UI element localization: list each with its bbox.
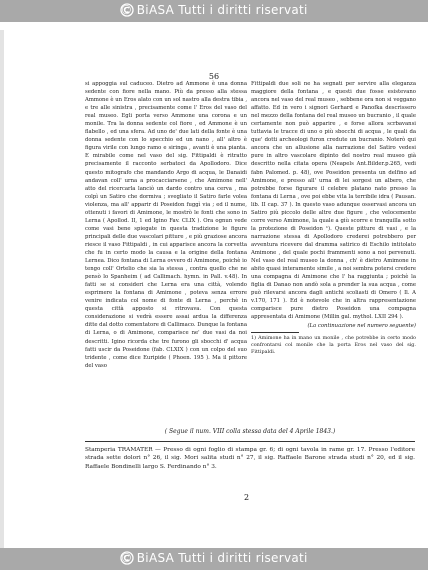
imprint-divider (85, 441, 415, 442)
footnote: 1) Amimone ha in mano un monile , che potrebbe in certo modo confrontarsi col monile che la porta Eros nel vaso del sig. Fittipaldi. (251, 335, 416, 356)
continued-notice: ( Segue il num. VIII colla stessa data del 4 Aprile 1843.) (164, 428, 336, 435)
watermark-text-top: © BiASA Tutti i diritti riservati (120, 3, 308, 17)
footnote-rule (251, 332, 299, 333)
right-column-body: Fittipaldi due soli ne ha segnati per servire alla eleganza maggiore della fontana , e questi due fosse esistevano ancora nel vaso del real museo , sebbene ora non si veggano affatto. Ed in vero i signori Gerhard e Panofka descrissero nel mezzo della fontana del real museo un bucranio , il quale certamente non può apparire , e forse allora scrbavansi tuttavia le tracce di uno o più sbocchi di acqua , le quali da que' dotti archeologi furon credute un bucranio. Noterò qui ancora che un allusione alla narrazione del Satiro vedesi pure in altro vascolare dipinto del nostro real museo già descritto nella citata opera (Neapels Ant.Bilder.p.265, vedi fabn Palomed. p. 48), ove Poseidon presenta un delfino ad Amimone, e presso all' urna di lei sorgesi un albero, che potrebbe forse figurare il celebre platano nato presso la fontana di Lerna , ove poi ebbe vita la terribile idra ( Pausan. lib. II cap. 37 ). In questo vaso adunque osservasi ancora un Satiro più piccolo delle altre due figure , che velocemente corre verso Amimone, la quale a giù scorre e tranquilla sotto la protezione di Poseidon ¹). Queste pitture di vasi , e la narrazione stessa di Apollodoro crederei potrebbero per avventura ricevere dal dramma satirico di Eschilo intitolato Amimone , del quale pochi frammenti sono a noi pervenuti. Nel vaso del real museo la donna , ch' è dietro Amimone in abito quasi interamente simile , a noi sembra potersi credere una compagna di Amimone che l' ha raggiunta ; poichè la figlia di Danao non andò sola a prender la sua acqua , come può rilevarsi ancora dagli antichi scoliasti di Omero ( Il. A v.170, 171 ). Ed è notevole che in altra rappresentazione comparisce pure dietro Poseidon una compagna appresentata di Amimone (Millin gal. mythol. LXII 294 ). (251, 81, 416, 321)
watermark-banner-bottom (0, 548, 428, 570)
continuation-note: (La continuazione nel numero seguente) (307, 323, 416, 330)
text-column-left: si appoggia sul caduceo. Dietro ad Ammone è una donna sedente con fiore nella mano. Più da presso alla stessa Ammone è un Eros alato con un sol nastro alla destra tibia , e tre alle sinistra , precisamente come l' Eros del vaso del real museo. Egli porta verso Ammone una corona e un monile. Tra la donna sedente col fiore , ed Ammone è un flabello , ed una sfera. Ad uno de' due lati della fonte è una donna sedente con lo specchio ed un nano , all' altro è figura virile con lungo ramo e siringa , avanti è una pianta. E mirabile come nel vaso del sig. Fittipaldi è ritratto precisamente il racconto serbatoci da Apollodoro. Dice questo mitografo che mandando Argo di acqua, le Danaidi andavan coll' urna a procacciarsene , che Amimone nell' atto del ricercarla lanciò un dardo contro una cerva , ma colpì un Satiro che dormiva ; svegliato il Satiro farle volea violenza, ma all' apparir di Poseidon fuggì via ; ed il nume, ottenuti i favori di Amimone, le mostrò le fonti che sono in Lerna ( Apollod. II, 1 ed Igino Fav. CLIX ). Ora ognun vede come vasi bene spiegate in questa tradizione le figure principali delle due vascolari pitture , e più graziose ancora riesce il vaso Fittipaldi , in cui apparisce ancora la corvetta che fu in certo modo la causa e la origine della fontana Lernea. Dico fontana di Lerna ovvero di Amimone, poichè io tengo coll' Ortelio che sia la stessa , contra quello che ne pensò lo Spanheim ( ad Callimach. hymn. in Pall. v.48). In fatti se si consideri che Lerna era una città, volendo esprimere la fontana di Amimone , poteva senza errore venire indicata col nome di fonte di Lerna , perchè in questa città apposto si ritrovava. Con questa considerazione si vedrà essere assai ardua la differenza ditte dal dotto comentatore di Callimaco. Dunque la fontana di Lerna, o di Amimone, comparisce ne' due vasi da noi descritti. Igino ricorda che tre furono gli sbocchi d' acqua fatti uscir da Poseidone (fab. CLXIX ) con un colpo del suo tridente , come dice Euripide ( Phoen. 195 ). Ma il pittore del vaso (85, 81, 247, 369)
imprint-text: Stamperia TRAMATER — Presso di ogni foglio di stampa gr. 6; di ogni tavola in rame gr. 17. Presso l'editore strada sette dolori n° 26, il sig. Mori salita studi n° 27, il sig. Raffaele Barone strada studi n° 20, ed il sig. Raffaele Bondinelli largo S. Ferdinando n° 3. (85, 447, 415, 470)
watermark-banner-top (0, 0, 428, 22)
watermark-text-bottom: © BiASA Tutti i diritti riservati (120, 551, 308, 565)
page-number: 56 (208, 72, 220, 81)
text-column-right (251, 80, 416, 356)
page-edge (0, 30, 4, 550)
signature-mark: 2 (244, 493, 250, 502)
